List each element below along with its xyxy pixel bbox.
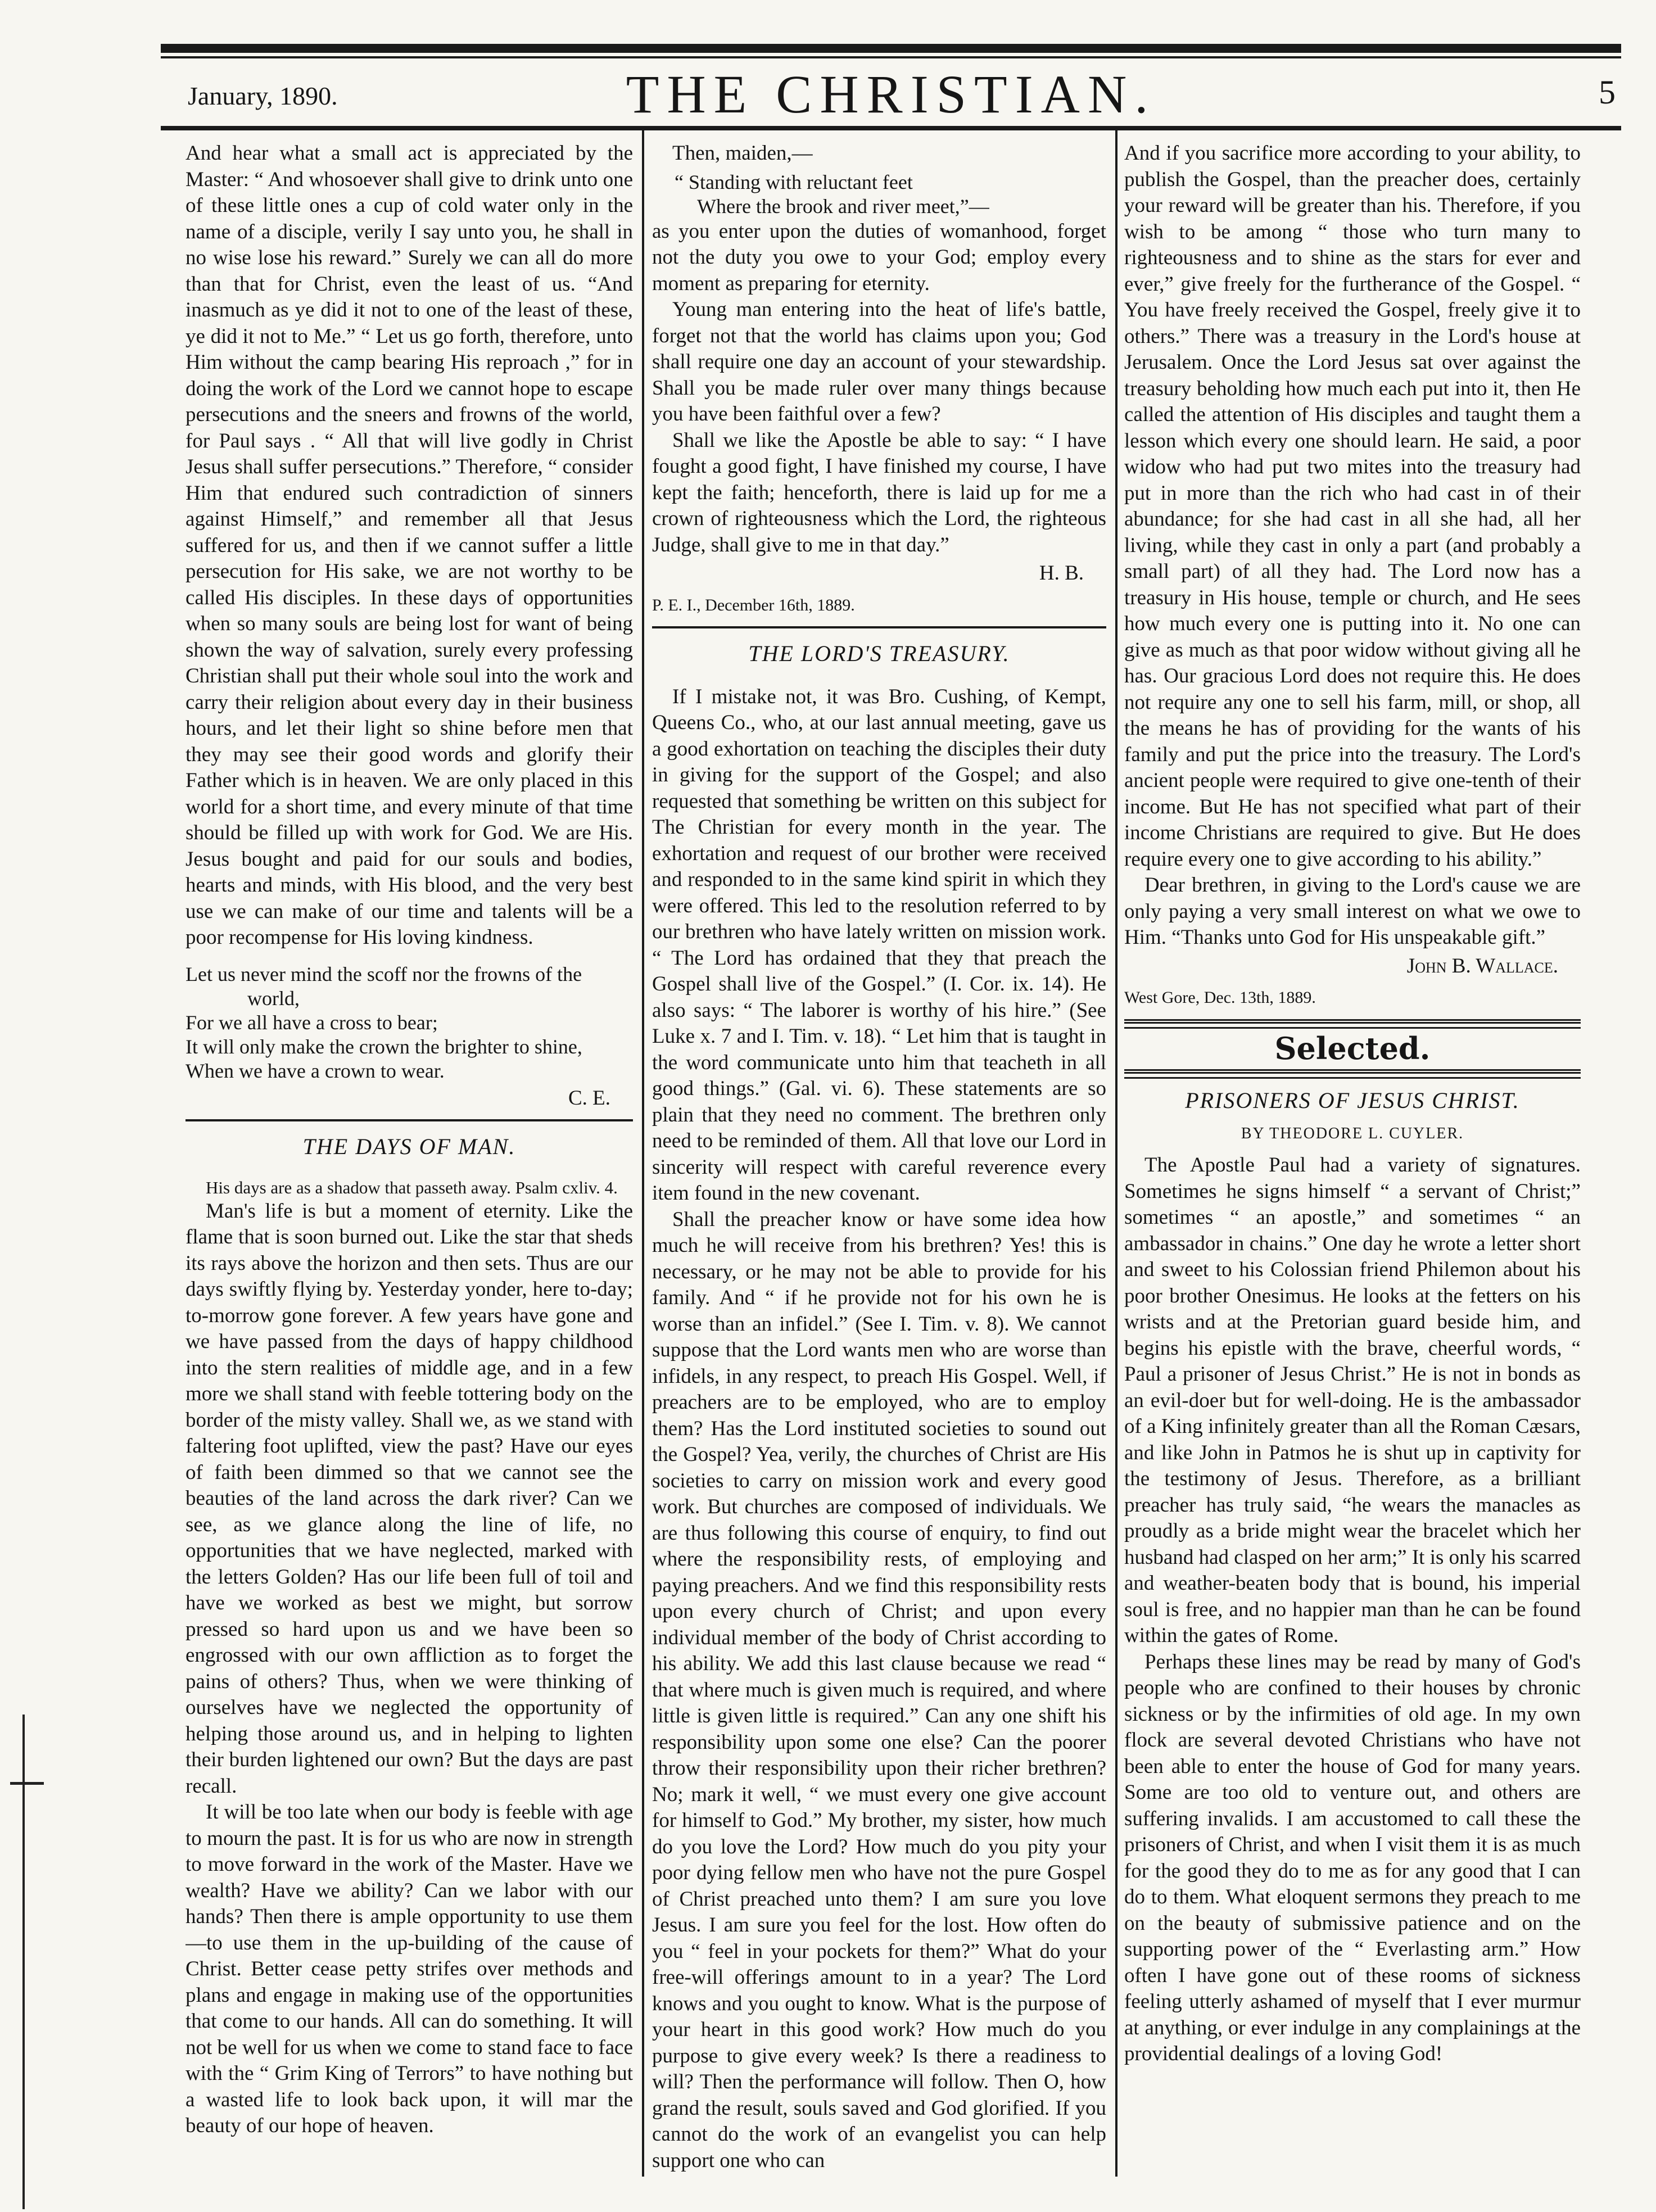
top-rule	[161, 44, 1621, 53]
paragraph: It will be too late when our body is feeble with age to mourn the past. It is for us who are now in strength to move forward in the work of the Master. Have we wealth? Have we ability? Can we labor with our hands? Then there is ample opportunity to use them—to use them in the up-building of the cause of Christ. Better cease petty strifes over methods and plans and engage in making use of the opportunities that come to our hands. All can do something. It will not be well for us when we come to stand face to face with the “ Grim King of Terrors” to have nothing but a wasted life to look back upon, it will mar the beauty of our hope of heaven.	[185, 1801, 633, 2137]
column-divider-2	[1115, 130, 1117, 2177]
issue-date: January, 1890.	[188, 82, 338, 110]
column-divider-1	[642, 130, 644, 2177]
section-divider-double	[1124, 1069, 1581, 1079]
signature: John B. Wallace.	[1406, 954, 1558, 978]
verse-line: Where the brook and river meet,”—	[697, 194, 989, 218]
paragraph: Then, maiden,—	[672, 142, 813, 165]
column-3	[1124, 141, 1581, 2187]
article-heading: PRISONERS OF JESUS CHRIST.	[1185, 1088, 1520, 1113]
paragraph: Perhaps these lines may be read by many of God's people who are confined to their houses by chronic sickness or by the infirmities of old age. In my own flock are several devoted Christians who have not been able to enter the house of God for many years. Some are too old to venture out, and others are suffering invalids. I am accustomed to call these the prisoners of Christ, and when I visit them it is as much for the good they do to me as for any good that I can do to them. What eloquent sermons they preach to me on the beauty of submissive patience and on the supporting power of the “ Everlasting arm.” How often I have gone out of these rooms of sickness feeling utterly ashamed of myself that I ever murmur at anything, or ever indulge in any complainings at the providential dealings of a loving God!	[1124, 1650, 1581, 2065]
masthead-rule	[161, 126, 1621, 130]
paragraph: Young man entering into the heat of life's battle, forget not that the world has claims upon you; God shall require one day an account of your stewardship. Shall you be made ruler over many things because you have been faithful over a few?	[652, 298, 1106, 426]
paragraph: And if you sacrifice more according to your ability, to publish the Gospel, than the preacher does, certainly your reward will be greater than his. Therefore, if you wish to be among “ those who turn many to righteousness and to shine as the stars for ever and ever,” give freely for the furtherance of the Gospel. “ You have freely received the Gospel, freely give it to others.” There was a treasury in the Lord's house at Jerusalem. Once the Lord Jesus sat over against the treasury beholding how much each put into it, then He called the attention of His disciples and taught them a lesson which every one should learn. He said, a poor widow who had put two mites into the treasury had put in more than the rich who had cast in of their abundance; for she had cast in all she had, all her living, while they cast in only a part (and probably a small part) of all they had. The Lord now has a treasury in His house, temple or church, and He sees how much every one is putting into it. No one can give as much as that poor widow without giving all he has. Our gracious Lord does not require this. He does not require any one to sell his farm, mill, or shop, all the means he has of providing for the wants of his family and put the price into the treasury. The Lord's ancient people were required to give one-tenth of their income. But He has not specified what part of their income Christians are required to give. But He does require every one to give according to his ability.”	[1124, 142, 1581, 871]
paragraph: Shall we like the Apostle be able to say: “ I have fought a good fight, I have finished my course, I have kept the faith; henceforth, there is laid up for me a crown of righteousness which the Lord, the righteous Judge, shall give to me in that day.”	[652, 428, 1106, 557]
epigraph: His days are as a shadow that passeth away. Psalm cxliv. 4.	[206, 1177, 618, 1197]
article-heading: THE DAYS OF MAN.	[302, 1134, 516, 1159]
margin-mark	[10, 1782, 44, 1785]
signature: H. B.	[1039, 562, 1084, 585]
article-heading: THE LORD'S TREASURY.	[748, 641, 1010, 666]
verse-line: “ Standing with reluctant feet	[675, 170, 913, 193]
paragraph: Shall the preacher know or have some idea how much he will receive from his brethren? Yes! this is necessary, or he may not be able to provide for his family. And “ if he provide not for his own he is worse than an infidel.” (See I. Tim. v. 8). We cannot suppose that the Lord wants men who are worse than infidels, in any respect, to preach His Gospel. Well, if preachers are to be employed, who are to employ them? Has the Lord instituted societies to sound out the Gospel? Yea, verily, the churches of Christ are His societies to carry on mission work and every good work. But churches are composed of individuals. We are thus following this course of enquiry, to find out where the responsibility rests, of employing and paying preachers. And we find this responsibility rests upon every church of Christ; and upon every individual member of the body of Christ according to his ability. We add this last clause because we read “ that where much is given much is required, and where little is given little is required.” Can any one shift his responsibility upon some one else? Can the poorer throw their responsibility upon their richer brethren? No; mark it well, “ we must every one give account for himself to God.” My brother, my sister, how much do you love the Lord? How much do you pity your poor dying fellow men who have not the pure Gospel of Christ preached unto them? I am sure you love Jesus. I am sure you feel for the lost. How often do you “ feel in your pockets for them?” What do your free-will offerings amount to in a year? The Lord knows and you ought to know. What is the purpose of your heart in this good work? How much do you purpose to give every week? Is there a readiness to will? Then the performance will follow. Then O, how grand the result, souls saved and God glorified. If you cannot do the work of an evangelist you can help support one who can	[652, 1207, 1106, 2172]
poem-verse	[185, 962, 633, 1083]
poem-verse	[652, 170, 1106, 219]
column-1	[185, 141, 633, 2187]
masthead	[161, 63, 1621, 125]
dateline: West Gore, Dec. 13th, 1889.	[1124, 988, 1316, 1007]
page-number: 5	[1599, 74, 1616, 111]
byline: BY THEODORE L. CUYLER.	[1241, 1124, 1464, 1142]
paragraph: The Apostle Paul had a variety of signatures. Sometimes he signs himself “ a servant of Christ;” sometimes “ an apostle,” and sometimes “ an ambassador in chains.” One day he wrote a letter short and sweet to his Colossian friend Philemon about his poor brother Onesimus. He looks at the fetters on his wrists and at the Pretorian guard beside him, and begins his epistle with the brave, cheerful words, “ Paul a prisoner of Jesus Christ.” He is not in bonds as an evil-doer but for well-doing. He is the ambassador of a King infinitely greater than all the Roman Cæsars, and like John in Patmos he is shut up in captivity for the testimony of Jesus. Therefore, as a brilliant preacher has truly said, “he wears the manacles as proudly as a bride might wear the bracelet which her husband had clasped on her arm;” It is only his scarred and weather-beaten body that is bound, his imperial soul is free, and no happier man than he can be found within the gates of Rome.	[1124, 1154, 1581, 1647]
verse-line: It will only make the crown the brighter to shine,	[185, 1035, 582, 1058]
paragraph: Man's life is but a moment of eternity. Like the flame that is soon burned out. Like the star that sheds its rays above the horizon and then sets. Thus are our days swiftly flying by. Yesterday yonder, here to-day; to-morrow gone forever. A few years have gone and we have passed from the days of happy childhood into the stern realities of middle age, and in a few more we shall stand with feeble tottering body on the border of the misty valley. Shall we, as we stand with faltering foot uplifted, view the past? Have our eyes of faith been dimmed so that we cannot see the beauties of the land across the dark river? Can we see, as we glance along the line of life, no opportunities that we have neglected, marked with the letters Golden? Has our life been full of toil and have we worked as best we might, but sorrow pressed so hard upon us and we have been so engrossed with our own affliction as to forget the pains of others? Thus, when we were thinking of ourselves have we neglected the opportunity of helping those around us, and in helping to lighten their burden lightened our own? But the days are past recall.	[185, 1199, 633, 1798]
dateline: P. E. I., December 16th, 1889.	[652, 595, 855, 614]
paragraph: Dear brethren, in giving to the Lord's cause we are only paying a very small interest on what we owe to Him. “Thanks unto God for His unspeakable gift.”	[1124, 874, 1581, 949]
top-rule-thin	[161, 56, 1621, 58]
column-2	[652, 141, 1106, 2187]
verse-line: Let us never mind the scoff nor the frowns of the	[185, 962, 582, 985]
newspaper-title: THE CHRISTIAN.	[626, 64, 1156, 124]
section-divider	[185, 1119, 633, 1121]
verse-line: world,	[247, 987, 300, 1010]
verse-line: For we all have a cross to bear;	[185, 1011, 438, 1034]
verse-line: When we have a crown to wear.	[185, 1059, 445, 1082]
paragraph: And hear what a small act is appreciated by the Master: “ And whosoever shall give to drink unto one of these little ones a cup of cold water only in the name of a disciple, verily I say unto you, he shall in no wise lose his reward.” Surely we can all do more than that for Christ, even the least of us. “And inasmuch as ye did it not to one of the least of these, ye did it not to Me.” “ Let us go forth, therefore, unto Him without the camp bearing His reproach ,” for in doing the work of the Lord we cannot hope to escape persecutions and the sneers and frowns of the world, for Paul says . “ All that will live godly in Christ Jesus shall suffer persecutions.” Therefore, “ consider Him that endured such contradiction of sinners against Himself,” and remember all that Jesus suffered for us, and then if we cannot suffer a little persecution for His sake, we are not worthy to be called His disciples. In these days of opportunities when so many souls are being lost for want of being shown the way of salvation, surely every professing Christian shall put their whole soul into the work and carry their religion about every day in their business hours, and let their light so shine before men that they may see their good words and glorify their Father which is in heaven. We are only placed in this world for a short time, and every minute of that time should be filled up with work for God. We are His. Jesus bought and paid for our souls and bodies, hearts and minds, with His blood, and the very best use we can make of our time and talents will be a poor recompense for His loving kindness.	[185, 142, 633, 949]
paragraph: as you enter upon the duties of womanhood, forget not the duty you owe to your God; employ every moment as preparing for eternity.	[652, 219, 1106, 295]
signature: C. E.	[568, 1086, 610, 1110]
margin-line	[22, 1715, 25, 2209]
section-divider-double	[1124, 1019, 1581, 1029]
section-label: Selected.	[1274, 1030, 1431, 1066]
paragraph: If I mistake not, it was Bro. Cushing, of Kempt, Queens Co., who, at our last annual meeting, gave us a good exhortation on teaching the disciples their duty in giving for the support of the Gospel; and also requested that something be written on this subject for The Christian for every month in the year. The exhortation and request of our brother were received and responded to in the same kind spirit in which they were offered. This led to the resolution referred to by our brethren who have lately written on mission work. “ The Lord has ordained that they that preach the Gospel shall live of the Gospel.” (I. Cor. ix. 14). He also says: “ The laborer is worthy of his hire.” (See Luke x. 7 and I. Tim. v. 18). “ Let him that is taught in the word communicate unto him that teacheth in all good things.” (Gal. vi. 6). These statements are so plain that they need no comment. The brethren only need to be reminded of them. All that love our Lord in sincerity will respect with careful reverence every item found in the new covenant.	[652, 685, 1106, 1205]
section-divider	[652, 626, 1106, 628]
